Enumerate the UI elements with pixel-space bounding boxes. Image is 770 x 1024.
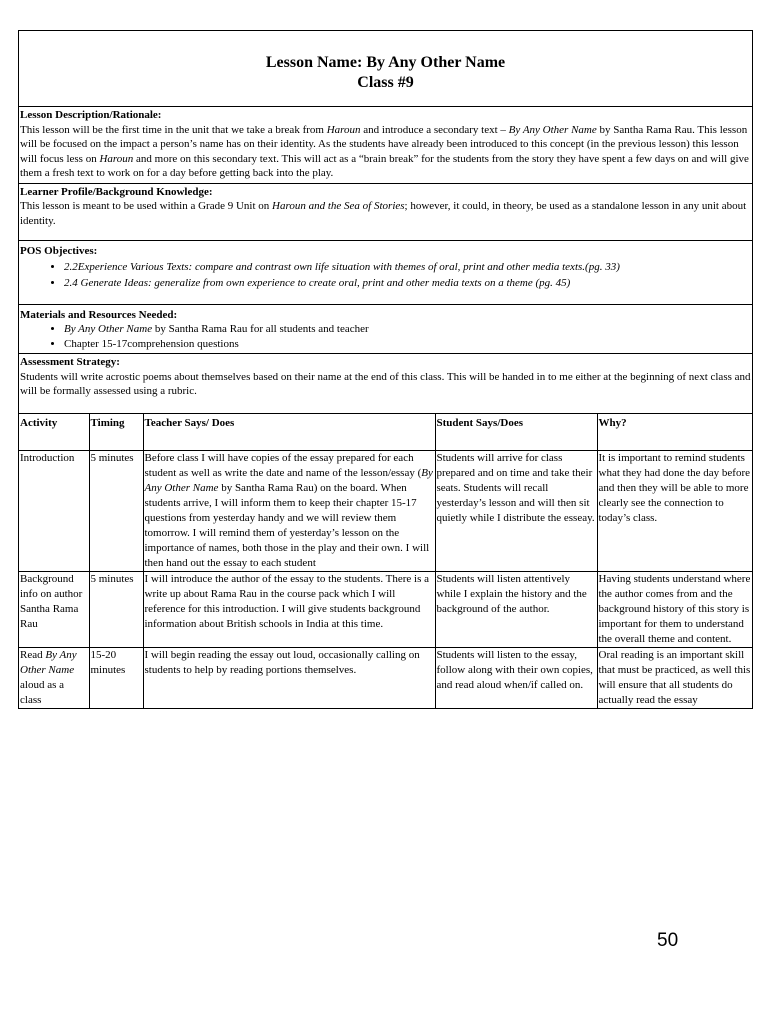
learner-text: This lesson is meant to be used within a Grade 9 Unit on Haroun and the Sea of Stories; however, it could, in theory, be used as a standalone lesson in any unit about identity. (20, 200, 747, 227)
why-cell: It is important to remind students what they had done the day before and then they will be able to more clearly see the connection to today’s class. (597, 450, 752, 571)
pos-item: • 2.2Experience Various Texts: compare and contrast own life situation with themes of oral, print and other media texts.(pg. 33) (64, 259, 751, 276)
pos-heading: POS Objectives: (20, 245, 98, 257)
timing-cell: 5 minutes (89, 450, 143, 571)
learner-section (19, 184, 752, 242)
teacher-cell: I will introduce the author of the essay to the students. There is a write up about Rama Rau in the course pack which I will reference for this introduction. I will give students background information about British schools in India at this time. (143, 571, 435, 647)
why-cell: Oral reading is an important skill that must be practiced, as well this will ensure that all students do actually read the essay (598, 648, 751, 706)
activity-table (19, 414, 752, 708)
col-header-timing: Timing (89, 414, 143, 451)
col-header-student: Student Says/Does (435, 414, 597, 451)
assessment-text: Students will write acrostic poems about themselves based on their name at the end of this class. This will be handed in to me either at the beginning of next class and will be formally assessed using a rubric. (20, 370, 751, 397)
class-number: Class #9 (357, 74, 414, 91)
table-header-row (19, 414, 752, 451)
description-section (19, 107, 752, 184)
description-heading: Lesson Description/Rationale: (20, 109, 162, 121)
pos-list (20, 259, 751, 292)
pos-item: • 2.4 Generate Ideas: generalize from own experience to create oral, print and other media texts on a theme (pg. 45) (64, 275, 751, 292)
col-header-teacher: Teacher Says/ Does (143, 414, 435, 451)
timing-cell: 15-20 minutes (89, 647, 143, 708)
learner-heading: Learner Profile/Background Knowledge: (20, 185, 213, 198)
materials-item: • By Any Other Name by Santha Rama Rau for all students and teacher (64, 322, 751, 337)
student-cell: Students will listen attentively while I explain the history and the background of the author. (435, 571, 597, 647)
materials-item: • Chapter 15-17comprehension questions (64, 337, 751, 352)
activity-cell: Background info on author Santha Rama Rau (19, 571, 89, 647)
lesson-name: Lesson Name: By Any Other Name (265, 54, 506, 71)
pos-section (19, 241, 752, 305)
student-cell: Students will listen to the essay, follow along with their own copies, and read aloud when/if called on. (435, 647, 597, 708)
teacher-cell: I will begin reading the essay out loud, occasionally calling on students to help by reading portions themselves. (143, 647, 435, 708)
student-cell: Students will arrive for class prepared and on time and take their seats. Students will recall yesterday’s lesson and will then sit quietly while I distribute the esseay. (435, 450, 597, 571)
activity-cell: Read By Any Other Name aloud as a class (19, 647, 89, 708)
description-text: This lesson will be the first time in the unit that we take a break from Haroun and introduce a secondary text – By Any Other Name by Santha Rama Rau. This lesson will be focused on the impact a person’s name has on their identity. As the students have already been introduced to this concept (in the previous lesson) this lesson will focus less on Haroun and more on this secondary text. This will act as a “brain break” for the students from the story they have spent a few days on and will give them a fresh text to work on for a day before getting back into the play. (20, 123, 749, 179)
activity-cell: Introduction (19, 450, 89, 571)
table-row (19, 571, 752, 647)
table-row (19, 647, 752, 708)
assessment-heading: Assessment Strategy: (20, 356, 120, 368)
page-number: 50 (657, 930, 679, 951)
lesson-title (19, 31, 752, 107)
materials-heading: Materials and Resources Needed: (20, 308, 178, 321)
assessment-section (19, 354, 752, 414)
materials-section (19, 305, 752, 355)
why-cell: Having students understand where the author comes from and the background history of this story is important for them to understand the overall theme and content. (597, 571, 752, 647)
timing-cell: 5 minutes (89, 571, 143, 647)
col-header-why: Why? (597, 414, 752, 451)
col-header-activity: Activity (19, 414, 89, 451)
materials-list (20, 322, 751, 351)
teacher-cell: Before class I will have copies of the essay prepared for each student as well as write the date and name of the lesson/essay (By Any Other Name by Santha Rama Rau) on the board. When students arrive, I will inform them to keep their chapter 15-17 questions from yesterday handy and we will review them tomorrow. I will remind them of yesterday’s lesson on the importance of names, both those in the play and their own. I will then hand out the essay to each student (143, 450, 435, 571)
lesson-plan-frame (18, 30, 753, 709)
table-row (19, 450, 752, 571)
